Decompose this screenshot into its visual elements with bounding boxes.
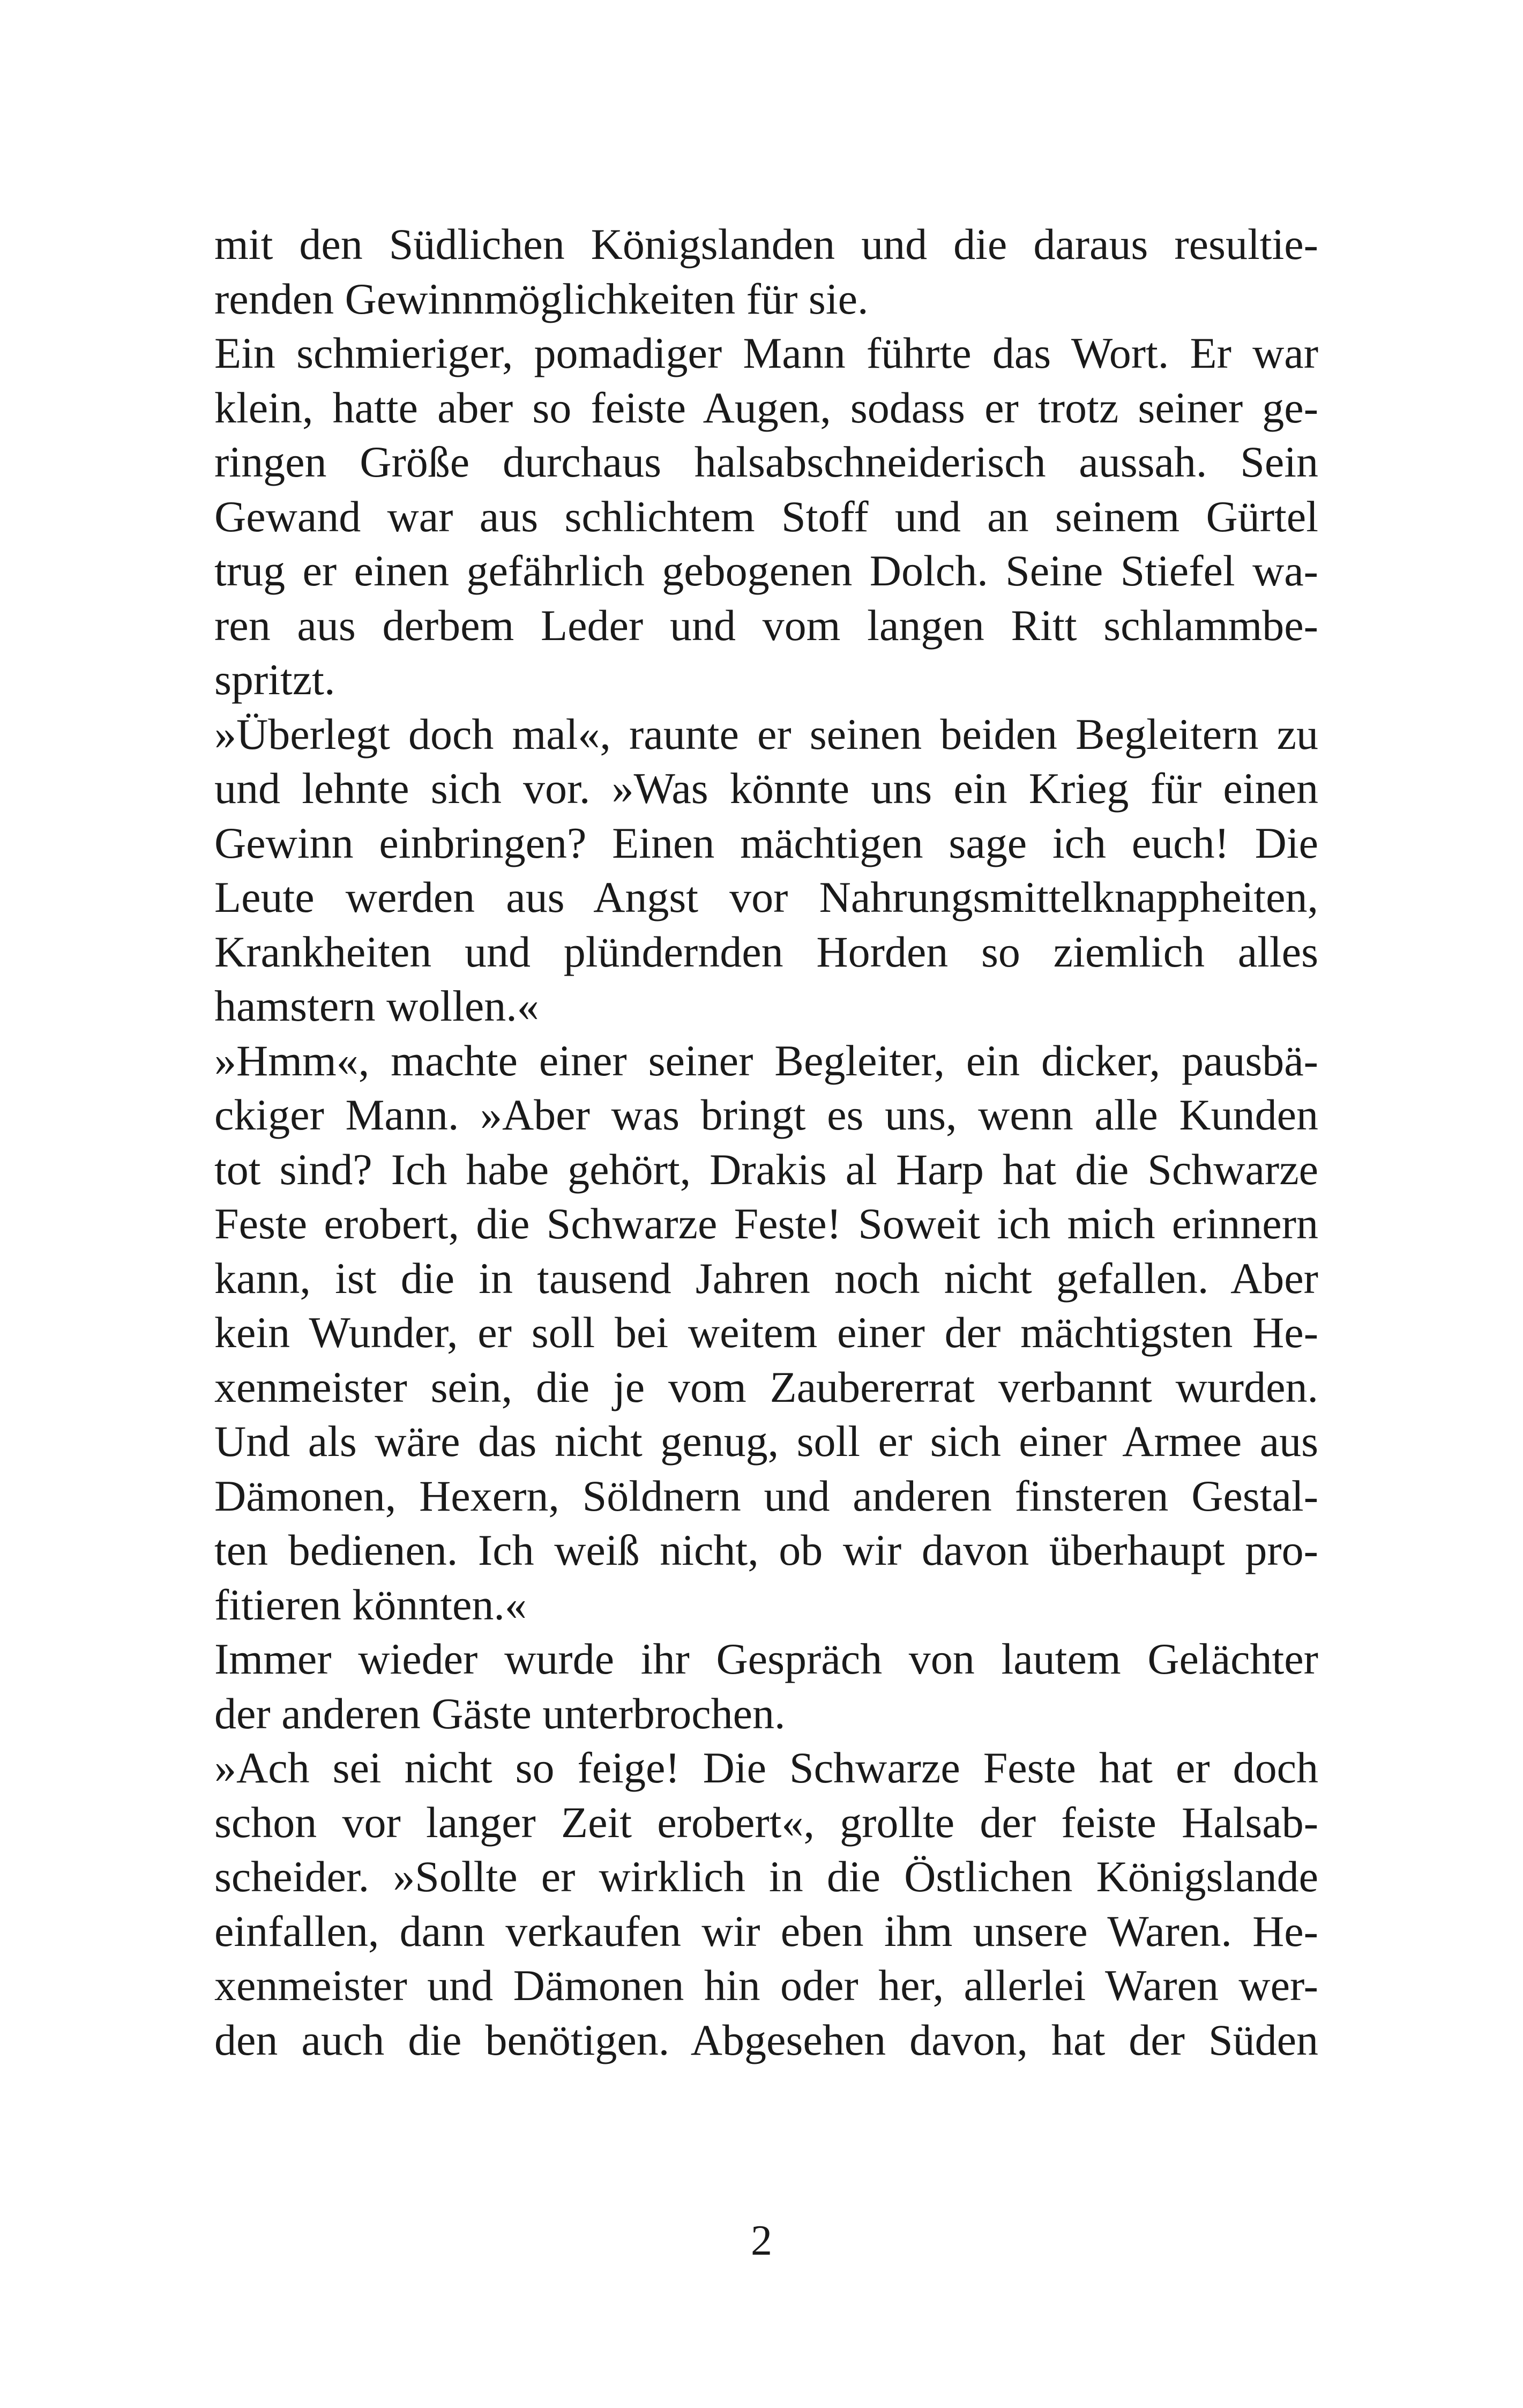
text-line: »Hmm«, machte einer seiner Begleiter, ein dicker, pausbä- — [214, 1036, 1318, 1085]
text-line: Immer wieder wurde ihr Gespräch von lautem Gelächter — [214, 1634, 1318, 1683]
text-line: der anderen Gäste unterbrochen. — [214, 1689, 786, 1738]
text-line: fitieren könnten.« — [214, 1580, 527, 1629]
text-line: »Überlegt doch mal«, raunte er seinen beiden Begleitern zu — [214, 709, 1318, 759]
text-line: Krankheiten und plündernden Horden so ziemlich alles — [214, 927, 1318, 976]
text-line: den auch die benötigen. Abgesehen davon, hat der Süden — [214, 2015, 1318, 2064]
text-line: und lehnte sich vor. »Was könnte uns ein Krieg für einen — [214, 764, 1318, 813]
text-line: spritzt. — [214, 655, 335, 704]
text-line: Ein schmieriger, pomadiger Mann führte das Wort. Er war — [214, 329, 1318, 377]
text-line: trug er einen gefährlich gebogenen Dolch. Seine Stiefel wa- — [214, 546, 1318, 595]
text-line: kann, ist die in tausend Jahren noch nicht gefallen. Aber — [214, 1253, 1318, 1303]
body-text — [214, 217, 1318, 2067]
text-line: Leute werden aus Angst vor Nahrungsmittelknappheiten, — [214, 873, 1318, 921]
text-line: ckiger Mann. »Aber was bringt es uns, wenn alle Kunden — [214, 1090, 1318, 1139]
text-line: kein Wunder, er soll bei weitem einer der mächtigsten He- — [214, 1308, 1318, 1357]
text-line: »Ach sei nicht so feige! Die Schwarze Feste hat er doch — [214, 1743, 1318, 1792]
text-line: tot sind? Ich habe gehört, Drakis al Harp hat die Schwarze — [214, 1144, 1318, 1194]
text-line: Feste erobert, die Schwarze Feste! Soweit ich mich erinnern — [214, 1199, 1318, 1248]
text-line: ten bedienen. Ich weiß nicht, ob wir davon überhaupt pro- — [214, 1526, 1318, 1574]
text-line: Dämonen, Hexern, Söldnern und anderen finsteren Gestal- — [214, 1471, 1318, 1520]
text-line: xenmeister sein, die je vom Zaubererrat verbannt wurden. — [214, 1362, 1318, 1411]
text-line: mit den Südlichen Königslanden und die daraus resultie- — [214, 220, 1318, 269]
text-line: renden Gewinnmöglichkeiten für sie. — [214, 274, 869, 323]
text-line: xenmeister und Dämonen hin oder her, allerlei Waren wer- — [214, 1961, 1318, 2010]
text-line: scheider. »Sollte er wirklich in die Östlichen Königslande — [214, 1852, 1318, 1901]
text-line: klein, hatte aber so feiste Augen, sodass er trotz seiner ge- — [214, 383, 1318, 432]
text-line: Gewinn einbringen? Einen mächtigen sage ich euch! Die — [214, 818, 1318, 867]
text-line: Und als wäre das nicht genug, soll er sich einer Armee aus — [214, 1417, 1318, 1466]
text-line: schon vor langer Zeit erobert«, grollte der feiste Halsab- — [214, 1797, 1318, 1847]
text-line: hamstern wollen.« — [214, 982, 539, 1030]
text-line: Gewand war aus schlichtem Stoff und an seinem Gürtel — [214, 492, 1318, 541]
text-line: einfallen, dann verkaufen wir eben ihm unsere Waren. He- — [214, 1906, 1318, 1956]
text-line: ren aus derbem Leder und vom langen Ritt schlammbe- — [214, 600, 1318, 650]
text-line: ringen Größe durchaus halsabschneiderisch aussah. Sein — [214, 437, 1318, 486]
page-number: 2 — [751, 2217, 772, 2264]
